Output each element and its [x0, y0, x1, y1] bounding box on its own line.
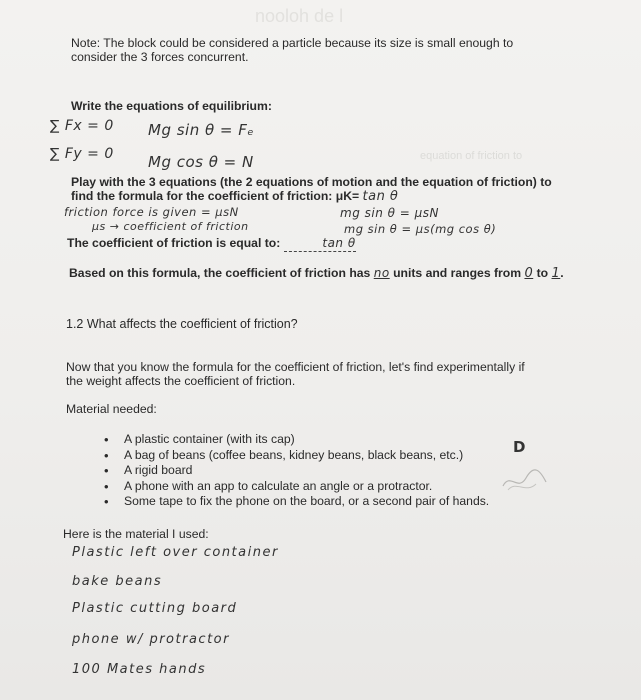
- handwritten-fy: ∑ Fy = 0: [50, 146, 114, 162]
- equilibrium-heading: Write the equations of equilibrium:: [71, 99, 272, 113]
- handwritten-fx: ∑ Fx = 0: [50, 118, 114, 134]
- note-line-2: consider the 3 forces concurrent.: [71, 50, 249, 64]
- based-text-b: units and ranges from: [389, 266, 525, 280]
- list-item: • Some tape to fix the phone on the board, or a second pair of hands.: [104, 494, 489, 510]
- list-item: • A bag of beans (coffee beans, kidney beans, black beans, etc.): [104, 448, 489, 464]
- handwritten-fx-equation: Mg sin θ = Fₑ: [148, 121, 255, 139]
- play-line-2-text: find the formula for the coefficient of friction: μK=: [71, 189, 363, 203]
- handwritten-eq1: mg sin θ = μsN: [340, 206, 440, 220]
- based-line: [69, 266, 564, 281]
- material-heading: Material needed:: [66, 402, 157, 416]
- based-text-a: Based on this formula, the coefficient of friction has: [69, 266, 374, 280]
- now-line-1: Now that you know the formula for the coefficient of friction, let's find experimentally if: [66, 360, 525, 374]
- handwritten-material-line: 100 Mates hands: [72, 662, 207, 677]
- scribble-icon: [500, 466, 550, 496]
- handwritten-coefficient-answer: tan θ: [322, 236, 356, 250]
- handwritten-from-answer: 0: [524, 266, 534, 281]
- handwritten-eq2: mg sin θ = μs(mg cos θ): [344, 222, 497, 236]
- note-line-1: Note: The block could be considered a particle because its size is small enough to: [71, 36, 514, 50]
- handwritten-material-line: Plastic cutting board: [72, 601, 238, 616]
- based-text-d: .: [560, 266, 564, 280]
- used-heading: Here is the material I used:: [63, 527, 209, 541]
- coefficient-answer-blank: [284, 236, 356, 252]
- list-item: • A plastic container (with its cap): [104, 432, 489, 448]
- show-through-text: nooloh de l: [255, 6, 344, 26]
- now-line-2: the weight affects the coefficient of friction.: [66, 374, 296, 388]
- handwritten-to-answer: 1: [551, 266, 561, 281]
- section-heading: 1.2 What affects the coefficient of friction?: [66, 317, 298, 331]
- handwritten-material-line: Plastic left over container: [72, 545, 279, 560]
- based-text-c: to: [533, 266, 552, 280]
- handwritten-mark: D: [513, 438, 526, 456]
- handwritten-units-answer: no: [373, 266, 390, 280]
- material-list: [104, 432, 489, 510]
- handwritten-tan: tan θ: [362, 189, 399, 204]
- list-item: • A rigid board: [104, 463, 489, 479]
- handwritten-fy-equation: Mg cos θ = N: [148, 153, 254, 171]
- handwritten-friction-force: friction force is given = μsN: [64, 205, 239, 219]
- play-line-2: [71, 189, 398, 204]
- coefficient-text: The coefficient of friction is equal to:: [67, 236, 284, 250]
- list-item: • A phone with an app to calculate an angle or a protractor.: [104, 479, 489, 495]
- handwritten-material-line: phone w/ protractor: [72, 632, 230, 647]
- handwritten-coefficient-note: μs → coefficient of friction: [92, 220, 249, 233]
- show-through-text-mid: equation of friction to: [420, 150, 523, 162]
- play-line-1: Play with the 3 equations (the 2 equations of motion and the equation of friction) to: [71, 175, 552, 189]
- handwritten-material-line: bake beans: [72, 574, 163, 589]
- coefficient-line: [67, 236, 356, 252]
